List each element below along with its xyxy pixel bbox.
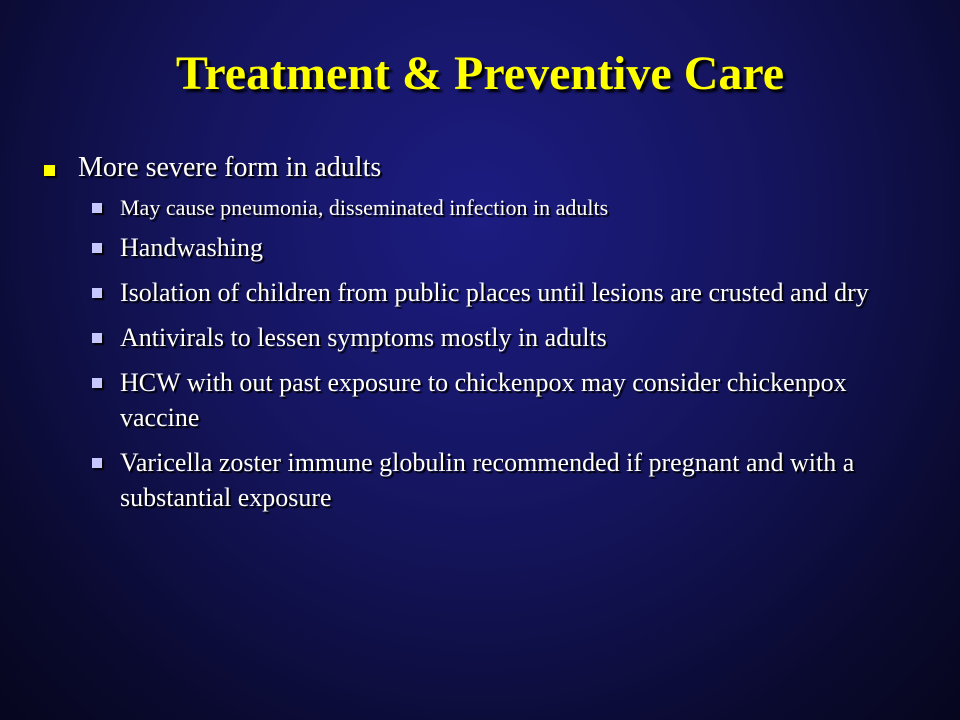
slide-title: Treatment & Preventive Care <box>175 47 785 100</box>
square-bullet-icon <box>92 288 102 298</box>
bullet-item-level1 <box>42 150 922 186</box>
square-bullet-icon <box>92 333 102 343</box>
bullet-item-level2 <box>42 445 922 515</box>
square-bullet-icon <box>92 243 102 253</box>
bullet-item-level2 <box>42 230 922 265</box>
bullet-item-level2 <box>42 275 922 310</box>
bullet-text: HCW with out past exposure to chickenpox may consider chickenpox vaccine <box>120 368 847 432</box>
bullet-text: May cause pneumonia, disseminated infection in adults <box>120 195 609 220</box>
bullet-item-level2 <box>42 192 922 224</box>
bullet-text: Antivirals to lessen symptoms mostly in adults <box>120 323 607 352</box>
square-bullet-icon <box>92 458 102 468</box>
bullet-list <box>42 150 922 525</box>
bullet-text: Varicella zoster immune globulin recommended if pregnant and with a substantial exposure <box>120 448 855 512</box>
square-bullet-icon <box>44 165 55 176</box>
bullet-item-level2 <box>42 365 922 435</box>
bullet-item-level2 <box>42 320 922 355</box>
bullet-text: More severe form in adults <box>78 152 382 183</box>
bullet-text: Isolation of children from public places until lesions are crusted and dry <box>120 278 869 307</box>
square-bullet-icon <box>92 378 102 388</box>
square-bullet-icon <box>92 203 102 213</box>
bullet-text: Handwashing <box>120 233 263 262</box>
